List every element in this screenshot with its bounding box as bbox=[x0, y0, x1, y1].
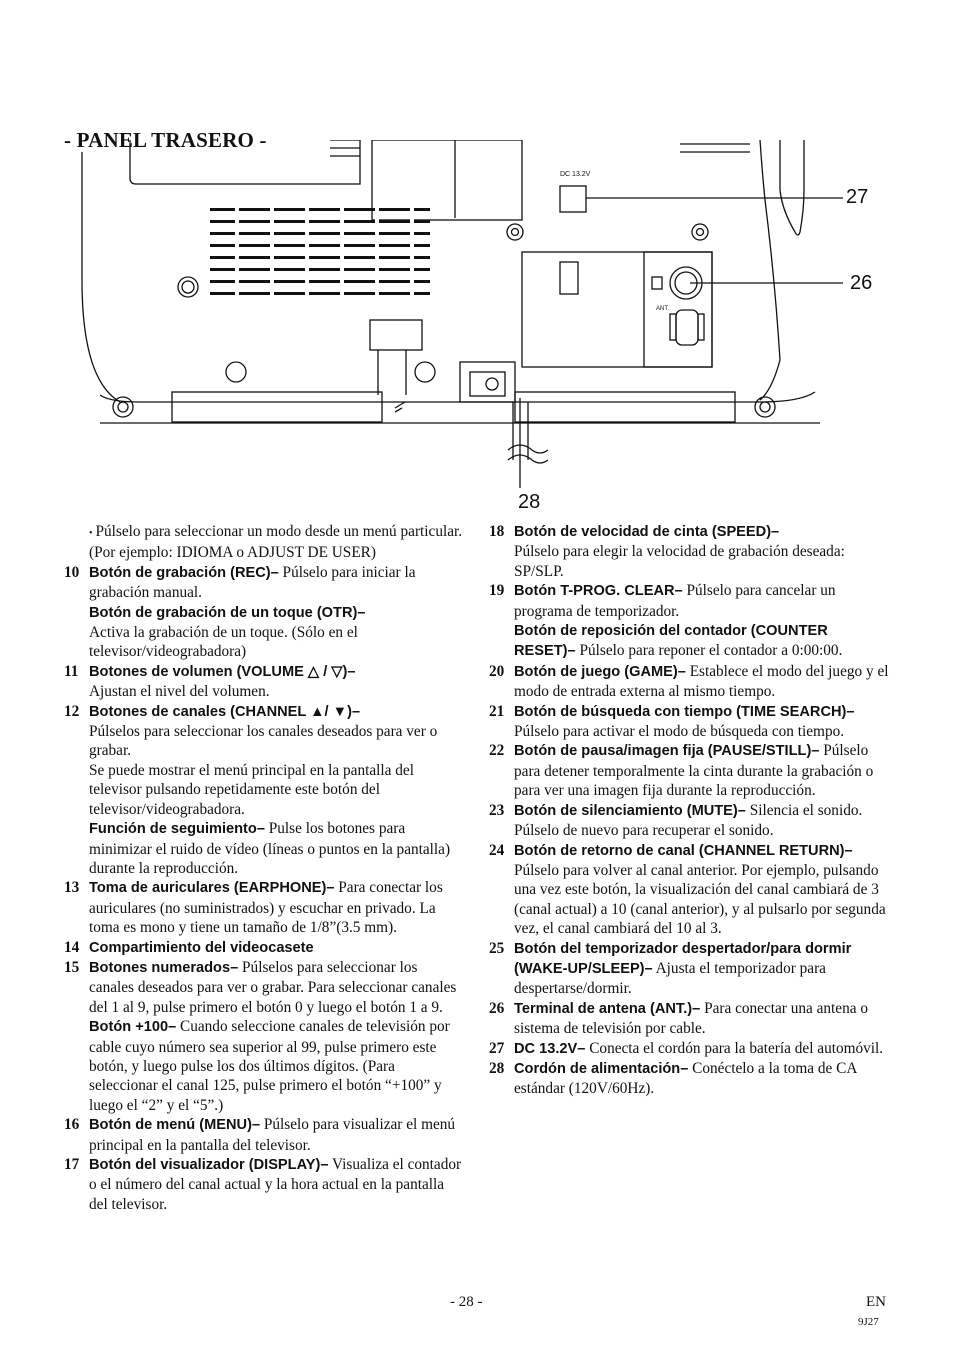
list-item-25: 25 Botón del temporizador despertador/para dormir (WAKE-UP/SLEEP)– Ajusta el temporizador para despertarse/dormir. bbox=[489, 939, 852, 998]
list-item-26: 26 Terminal de antena (ANT.)– Para conectar una antena o sistema de televisión por cable. bbox=[489, 999, 869, 1038]
list-item-23: 23 Botón de silenciamiento (MUTE)– Silencia el sonido. Púlselo de nuevo para recuperar el sonido. bbox=[489, 801, 863, 840]
list-item-18: 18 Botón de velocidad de cinta (SPEED)– Púlselo para elegir la velocidad de grabación deseada: SP/SLP. bbox=[489, 523, 845, 580]
callout-28: 28 bbox=[518, 491, 541, 513]
right-column bbox=[489, 522, 891, 1099]
list-item-28: 28 Cordón de alimentación– Conéctelo a la toma de CA estándar (120V/60Hz). bbox=[489, 1059, 857, 1098]
list-item-13: 13 Toma de auriculares (EARPHONE)– Para conectar los auriculares (no suministrados) y escuchar en privado. La toma es mono y tiene un tamaño de 1/8”(3.5 mm). bbox=[64, 879, 443, 937]
left-column bbox=[64, 522, 466, 1214]
page-number: - 28 - bbox=[450, 1294, 483, 1310]
bullet-icon: • bbox=[89, 528, 93, 539]
list-item-20: 20 Botón de juego (GAME)– Establece el modo del juego y el modo de entrada externa al mismo tiempo. bbox=[489, 662, 889, 701]
list-item-27: 27 DC 13.2V– Conecta el cordón para la batería del automóvil. bbox=[489, 1039, 884, 1057]
callout-27: 27 bbox=[846, 186, 869, 208]
list-item-14: 14 Compartimiento del videocasete bbox=[64, 938, 314, 956]
section-title: - PANEL TRASERO - bbox=[64, 128, 267, 152]
list-item-16: 16 Botón de menú (MENU)– Púlselo para visualizar el menú principal en la pantalla del televisor. bbox=[64, 1116, 456, 1154]
list-item-10: 10 Botón de grabación (REC)– Púlselo para iniciar la grabación manual. Botón de grabación de un toque (OTR)– Activa la grabación de un toque. (Sólo en el televisor/videograbadora) bbox=[64, 563, 416, 661]
ant-jack-label: ANT. bbox=[656, 306, 670, 312]
dc-jack-label: DC 13.2V bbox=[560, 171, 591, 178]
list-item-22: 22 Botón de pausa/imagen fija (PAUSE/STILL)– Púlselo para detener temporalmente la cinta durante la grabación o para ver una imagen fija durante la reproducción. bbox=[489, 742, 874, 800]
callout-26: 26 bbox=[850, 272, 873, 294]
model-code: 9J27 bbox=[858, 1316, 879, 1328]
list-item-17: 17 Botón del visualizador (DISPLAY)– Visualiza el contador o el número del canal actual y la hora actual en la pantalla del televisor. bbox=[64, 1156, 462, 1213]
list-item-11: 11 Botones de volumen (VOLUME △ / ▽)– Ajustan el nivel del volumen. bbox=[64, 662, 356, 701]
list-item-24: 24 Botón de retorno de canal (CHANNEL RETURN)– Púlselo para volver al canal anterior. Por ejemplo, pulsando una vez este botón, la visualización del canal cambiará de 3 (canal actual) a 10 (canal anterior), y al pulsarlo por segunda vez, el canal cambiará del 10 al 3. bbox=[489, 841, 886, 938]
intro-note: • Púlselo para seleccionar un modo desde un menú particular. (Por ejemplo: IDIOMA o ADJUST DE USER) bbox=[89, 523, 463, 562]
list-item-15: 15 Botones numerados– Púlselos para seleccionar los canales deseados para ver o grabar. Para seleccionar canales del 1 al 9, pulse primero el botón 0 y luego el botón 1 a 9. Botón +100– Cuando seleccione canales de televisión por cable cuyo número sea superior al 99, pulse primero este botón, y luego pulse los dos últimos dígitos. (Para seleccionar el canal 125, pulse primero el botón “+100” y luego el “2” y el “5”.) bbox=[64, 958, 457, 1114]
list-item-19: 19 Botón T-PROG. CLEAR– Púlselo para cancelar un programa de temporizador. Botón de reposición del contador (COUNTER RESET)– Púlselo para reponer el contador a 0:00:00. bbox=[489, 582, 843, 660]
language-code: EN bbox=[866, 1294, 886, 1310]
list-item-21: 21 Botón de búsqueda con tiempo (TIME SEARCH)– Púlselo para activar el modo de búsqueda con tiempo. bbox=[489, 702, 855, 741]
list-item-12: 12 Botones de canales (CHANNEL ▲/ ▼)– Púlselos para seleccionar los canales deseados para ver o grabar. Se puede mostrar el menú principal en la pantalla del televisor pulsando repetidamente este botón del televisor/videograbadora. Función de seguimiento– Pulse los botones para minimizar el ruido de vídeo (líneas o puntos en la pantalla) durante la reproducción. bbox=[64, 702, 451, 877]
rear-panel-diagram bbox=[60, 140, 880, 520]
